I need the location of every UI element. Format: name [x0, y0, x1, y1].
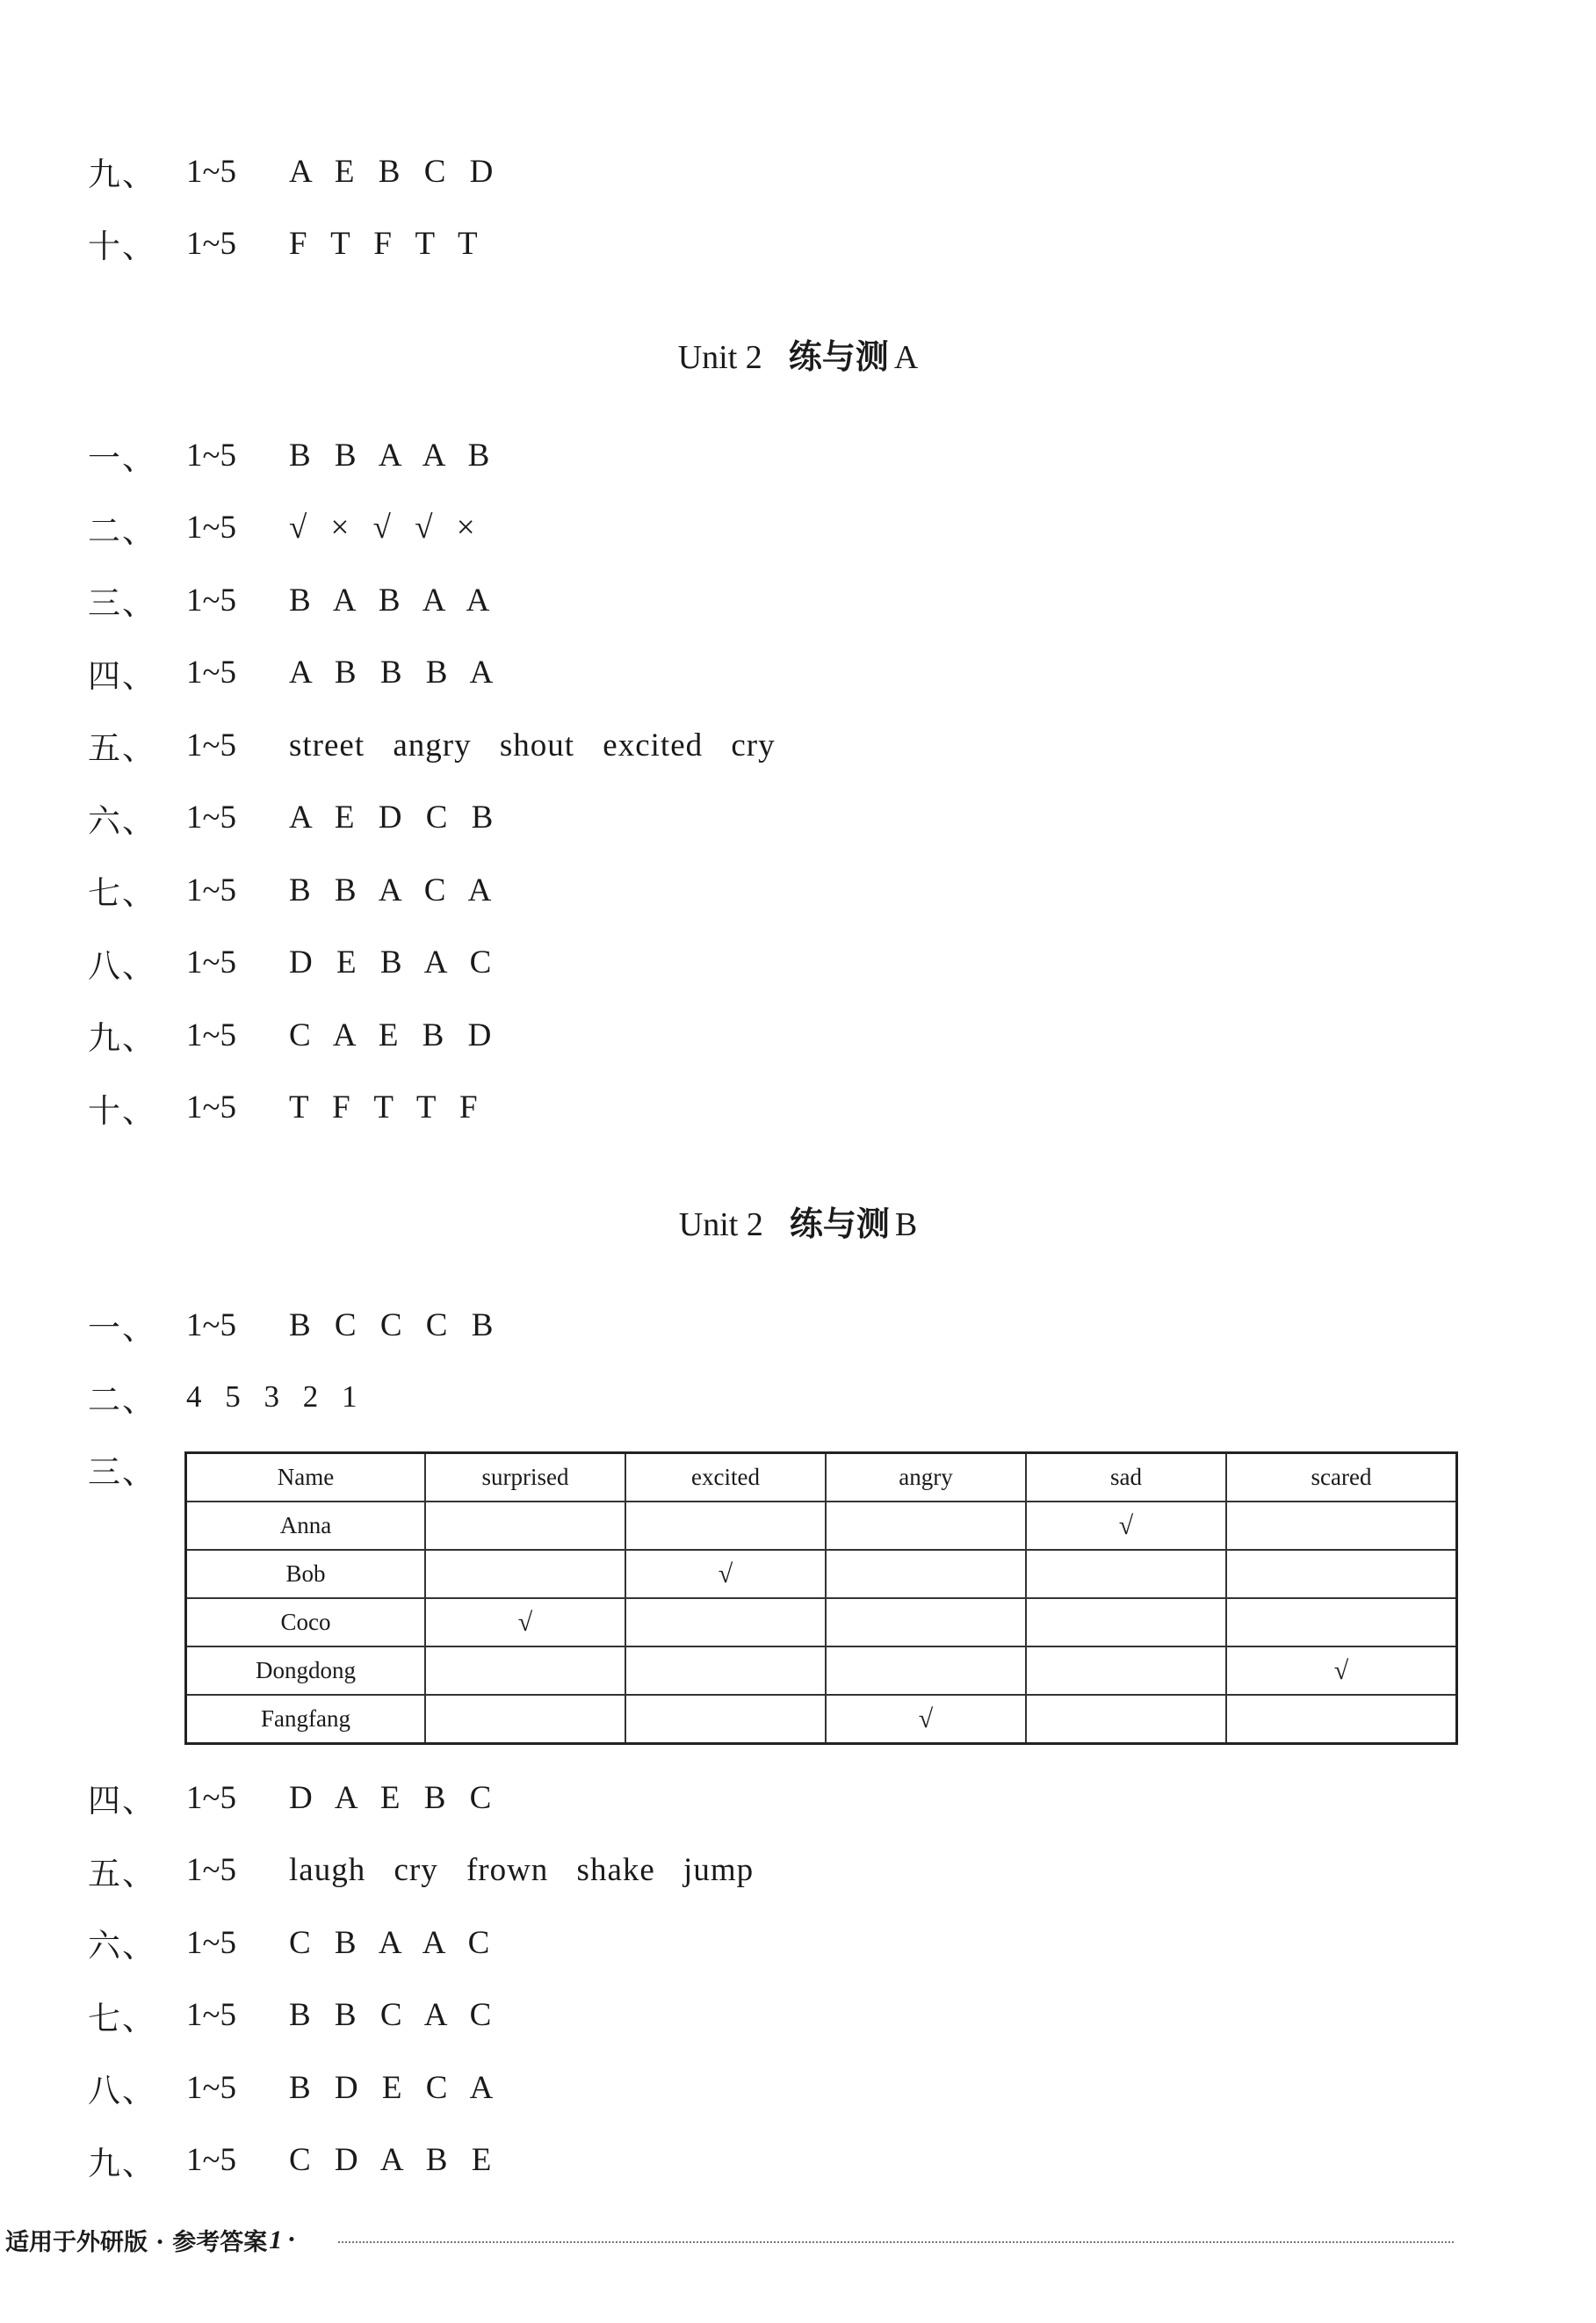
question-range: 1~5	[186, 655, 237, 691]
check-mark-icon: √	[1118, 1510, 1134, 1540]
table-cell	[425, 1695, 625, 1744]
answer-line	[88, 1371, 365, 1423]
page-number: 1	[269, 2225, 283, 2254]
answer-line	[88, 792, 501, 844]
question-range: 1~5	[186, 2142, 237, 2178]
answer-text: B B A A B	[289, 437, 498, 474]
table-cell	[826, 1695, 1026, 1744]
page-footer	[5, 2223, 296, 2257]
answer-line	[88, 1916, 497, 1969]
question-number: 五、	[88, 729, 156, 767]
question-range: 1~5	[186, 1852, 237, 1888]
question-number: 八、	[88, 946, 156, 985]
table-header-row	[186, 1453, 1457, 1502]
table-header: sad	[1026, 1453, 1226, 1502]
answer-text: A E D C B	[289, 800, 502, 836]
answer-line	[88, 2134, 499, 2187]
check-mark-icon: √	[517, 1607, 533, 1637]
question-number: 一、	[88, 439, 156, 477]
answer-line	[88, 719, 776, 771]
table-cell	[425, 1502, 625, 1550]
table-cell	[425, 1550, 625, 1598]
table-cell	[1026, 1646, 1226, 1695]
answer-text: D E B A C	[289, 944, 500, 981]
unit-title-cn: 练与测	[789, 1204, 890, 1243]
question-range: 1~5	[186, 872, 237, 908]
answer-text: T F T T F	[289, 1089, 486, 1125]
unit-title	[0, 1197, 1596, 1245]
question-number: 二、	[88, 1381, 156, 1419]
unit-title-suffix: A	[893, 339, 919, 376]
answer-line	[88, 864, 499, 916]
question-number: 二、	[88, 511, 156, 550]
question-number: 十、	[88, 228, 156, 265]
answer-line	[88, 145, 501, 198]
table-cell	[1026, 1598, 1226, 1646]
table-header: angry	[826, 1453, 1026, 1502]
answer-text: A B B B A	[289, 655, 502, 691]
question-number: 六、	[88, 801, 156, 840]
question-range: 1~5	[186, 1997, 237, 2033]
answer-line	[88, 1989, 499, 2042]
answer-text: B B A C A	[289, 872, 500, 908]
question-range: 1~5	[186, 582, 237, 619]
question-number: 三、	[88, 584, 156, 622]
answer-line	[88, 1844, 754, 1897]
answer-text: A E B C D	[289, 153, 502, 190]
answer-line	[88, 1082, 486, 1134]
question-number: 四、	[88, 656, 156, 695]
question-range: 1~5	[186, 2069, 237, 2106]
emotion-table	[184, 1451, 1458, 1745]
answer-text: C D A B E	[289, 2142, 500, 2178]
name-cell: Dongdong	[186, 1646, 426, 1695]
answer-text: √ × √ √ ×	[289, 510, 483, 546]
name-cell: Fangfang	[186, 1695, 426, 1744]
table-cell	[1226, 1695, 1457, 1744]
table-cell	[625, 1598, 826, 1646]
question-number: 一、	[88, 1309, 156, 1347]
table-cell	[1026, 1550, 1226, 1598]
table-header: surprised	[425, 1453, 625, 1502]
answer-line	[88, 1443, 186, 1495]
table-row	[186, 1646, 1457, 1695]
question-number: 四、	[88, 1782, 156, 1820]
check-mark-icon: √	[918, 1704, 934, 1733]
question-range: 1~5	[186, 1924, 237, 1961]
table-cell	[625, 1695, 826, 1744]
answer-line	[88, 937, 499, 989]
answer-line	[88, 1009, 499, 1061]
table-row	[186, 1550, 1457, 1598]
table-cell	[826, 1598, 1026, 1646]
question-range: 1~5	[186, 225, 237, 262]
table-cell	[826, 1502, 1026, 1550]
table-cell	[1226, 1550, 1457, 1598]
question-range: 1~5	[186, 1089, 237, 1125]
unit-title-en: Unit 2	[678, 1206, 763, 1243]
table-cell	[625, 1502, 826, 1550]
footer-divider	[338, 2241, 1454, 2243]
answer-line	[88, 1299, 501, 1351]
answer-text: B A B A A	[289, 582, 498, 619]
table-header: Name	[186, 1453, 426, 1502]
question-number: 十、	[88, 1091, 156, 1130]
name-cell: Coco	[186, 1598, 426, 1646]
answer-text: 4 5 3 2 1	[186, 1379, 365, 1414]
answer-line	[88, 647, 501, 699]
answer-text: B C C C B	[289, 1306, 502, 1343]
question-number: 九、	[88, 2144, 156, 2182]
answer-text: B B C A C	[289, 1997, 500, 2033]
table-cell	[1026, 1695, 1226, 1744]
table-cell	[1226, 1502, 1457, 1550]
name-cell: Anna	[186, 1502, 426, 1550]
answer-line	[88, 217, 486, 270]
check-mark-icon: √	[1333, 1655, 1349, 1685]
answer-line	[88, 574, 497, 626]
unit-title-suffix: B	[894, 1206, 918, 1243]
table-cell	[826, 1646, 1026, 1695]
footer-text: 适用于外研版 · 参考答案	[5, 2229, 268, 2256]
answer-text: C A E B D	[289, 1017, 500, 1053]
table-cell	[826, 1550, 1026, 1598]
answer-text: F T F T T	[289, 225, 486, 262]
answer-text: laugh cry frown shake jump	[289, 1852, 755, 1888]
question-range: 1~5	[186, 153, 237, 190]
table-row	[186, 1502, 1457, 1550]
table-cell	[625, 1646, 826, 1695]
question-number: 九、	[88, 1019, 156, 1057]
table-cell	[625, 1550, 826, 1598]
answer-line	[88, 2061, 501, 2114]
question-range: 1~5	[186, 437, 237, 474]
table-cell	[425, 1598, 625, 1646]
question-number: 八、	[88, 2072, 156, 2110]
table-row	[186, 1598, 1457, 1646]
question-number: 九、	[88, 156, 156, 193]
question-range: 1~5	[186, 800, 237, 836]
footer-dot: ·	[287, 2226, 296, 2254]
table-cell	[1226, 1646, 1457, 1695]
question-number: 三、	[88, 1453, 156, 1491]
question-range: 1~5	[186, 1306, 237, 1343]
table-cell	[425, 1646, 625, 1695]
answer-text: C B A A C	[289, 1924, 498, 1961]
question-number: 七、	[88, 874, 156, 912]
question-range: 1~5	[186, 1779, 237, 1816]
unit-title	[0, 329, 1596, 378]
unit-title-cn: 练与测	[788, 337, 889, 376]
question-range: 1~5	[186, 1017, 237, 1053]
table-header: excited	[625, 1453, 826, 1502]
question-range: 1~5	[186, 944, 237, 981]
answer-line	[88, 502, 483, 554]
name-cell: Bob	[186, 1550, 426, 1598]
answer-line	[88, 1771, 499, 1824]
answer-text: D A E B C	[289, 1779, 500, 1816]
question-range: 1~5	[186, 510, 237, 546]
unit-title-en: Unit 2	[677, 339, 762, 376]
check-mark-icon: √	[718, 1559, 733, 1588]
answer-text: B D E C A	[289, 2069, 502, 2106]
table-header: scared	[1226, 1453, 1457, 1502]
answer-text: street angry shout excited cry	[289, 727, 776, 763]
question-number: 五、	[88, 1854, 156, 1892]
table-row	[186, 1695, 1457, 1744]
question-number: 七、	[88, 1999, 156, 2037]
table-cell	[1226, 1598, 1457, 1646]
table-cell	[1026, 1502, 1226, 1550]
answer-line	[88, 429, 497, 481]
question-range: 1~5	[186, 727, 237, 763]
question-number: 六、	[88, 1927, 156, 1965]
